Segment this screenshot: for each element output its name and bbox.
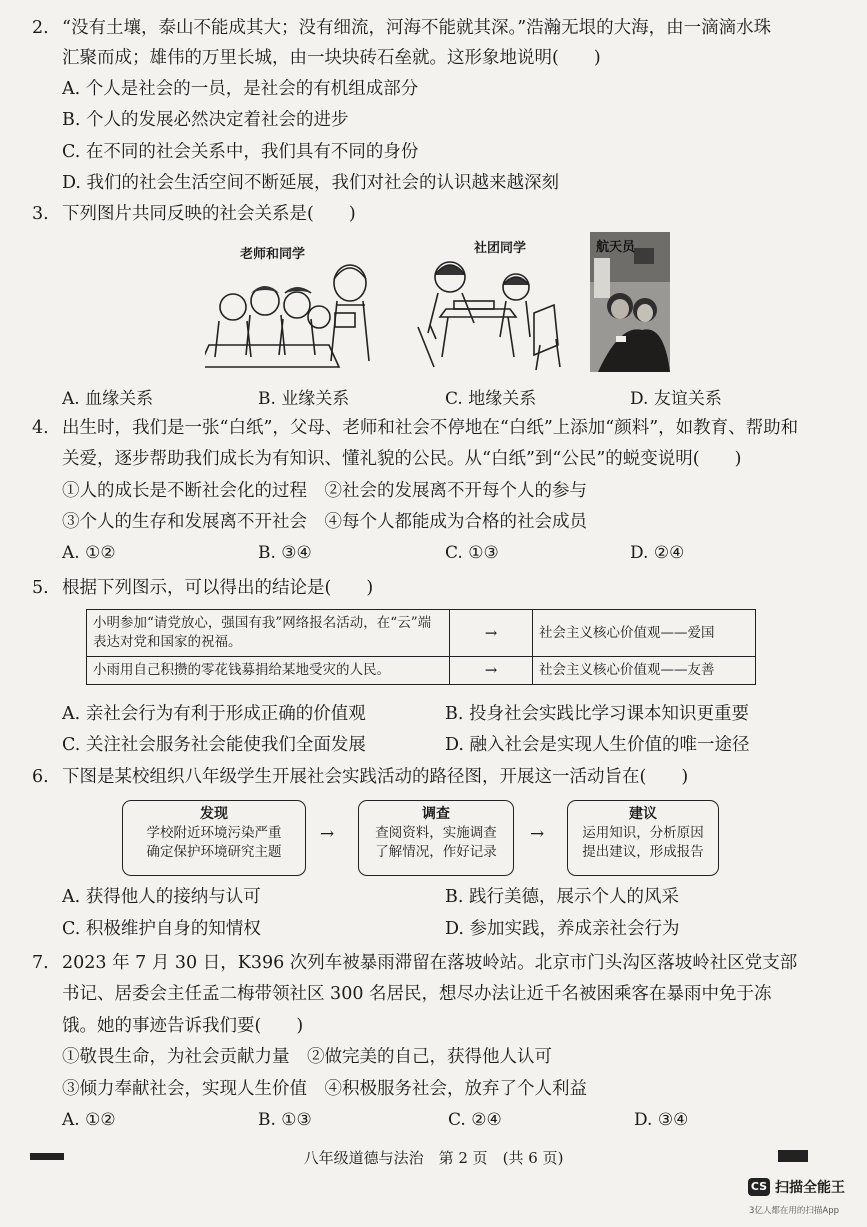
- arrow-right-icon: →: [530, 824, 545, 844]
- q7-option-a[interactable]: A. ①②: [62, 1110, 116, 1130]
- q4-option-c[interactable]: C. ①③: [445, 543, 499, 563]
- q2-option-d[interactable]: D. 我们的社会生活空间不断延展，我们对社会的认识越来越深刻: [62, 173, 560, 193]
- q6-option-b[interactable]: B. 践行美德，展示个人的风采: [445, 887, 679, 907]
- flow-box-investigate: [358, 800, 514, 876]
- camscanner-tagline: 3亿人都在用的扫描App: [749, 1206, 840, 1216]
- q5-diagram-table: [86, 609, 756, 685]
- q6-option-c[interactable]: C. 积极维护自身的知情权: [62, 919, 261, 939]
- q2-stem-line-1: 2. “没有土壤，泰山不能成其大；没有细流，河海不能就其深。”浩瀚无垠的大海，由一滴滴水珠: [32, 18, 772, 38]
- q7-statements-line-2: ③倾力奉献社会，实现人生价值 ④积极服务社会，放弃了个人利益: [62, 1079, 587, 1099]
- q7-number: 7.: [32, 953, 49, 973]
- picture-1-label: 老师和同学: [240, 247, 306, 262]
- q4-option-d[interactable]: D. ②④: [630, 543, 685, 563]
- q6-number: 6.: [32, 767, 49, 787]
- flow-box-suggest-line-1: 运用知识，分析原因: [582, 825, 704, 841]
- flow-box-discover-line-2: 确定保护环境研究主题: [146, 844, 282, 860]
- q5-option-a[interactable]: A. 亲社会行为有利于形成正确的价值观: [62, 704, 366, 724]
- camscanner-logo-icon: CS: [748, 1178, 770, 1196]
- club-classmates-illustration: [408, 235, 568, 375]
- q3-option-c[interactable]: C. 地缘关系: [445, 389, 537, 409]
- q4-option-b[interactable]: B. ③④: [258, 543, 312, 563]
- q5-number: 5.: [32, 578, 49, 598]
- q5-option-c[interactable]: C. 关注社会服务社会能使我们全面发展: [62, 735, 366, 755]
- flow-box-suggest: [567, 800, 719, 876]
- q2-option-a[interactable]: A. 个人是社会的一员，是社会的有机组成部分: [62, 79, 419, 99]
- page-footer: 八年级道德与法治 第 2 页 (共 6 页): [303, 1149, 564, 1167]
- picture-2-label: 社团同学: [474, 241, 527, 256]
- flow-box-discover: [122, 800, 306, 876]
- q5-row-1-event: 小明参加“请党放心，强国有我”网络报名活动，在“云”端表达对党和国家的祝福。: [87, 610, 450, 657]
- q2-number: 2.: [32, 18, 49, 38]
- q7-stem-line-3: 饿。她的事迹告诉我们要( ): [62, 1016, 304, 1036]
- q3-option-d[interactable]: D. 友谊关系: [630, 389, 722, 409]
- q7-option-d[interactable]: D. ③④: [634, 1110, 689, 1130]
- q7-stem-line-2: 书记、居委会主任孟二梅带领社区 300 名居民，想尽办法让近千名被困乘客在暴雨中免于冻: [62, 984, 772, 1004]
- arrow-right-icon: →: [320, 824, 335, 844]
- q4-number: 4.: [32, 418, 49, 438]
- q5-row-2: [87, 657, 756, 685]
- picture-3-label: 航天员: [596, 240, 636, 255]
- q5-row-2-event: 小雨用自己积攒的零花钱募捐给某地受灾的人民。: [87, 657, 450, 685]
- q6-option-a[interactable]: A. 获得他人的接纳与认可: [62, 887, 261, 907]
- picture-astronauts: [590, 232, 670, 372]
- q7-option-b[interactable]: B. ①③: [258, 1110, 312, 1130]
- q7-stem-line-1: 7. 2023 年 7 月 30 日，K396 次列车被暴雨滞留在落坡岭站。北京市门头沟区落坡岭社区党支部: [32, 953, 798, 973]
- q6-stem: 6. 下图是某校组织八年级学生开展社会实践活动的路径图，开展这一活动旨在( ): [32, 767, 689, 787]
- flow-box-investigate-title: 调查: [422, 806, 450, 822]
- q2-stem-line-2: 汇聚而成；雄伟的万里长城，由一块块砖石垒就。这形象地说明( ): [62, 48, 601, 68]
- q4-stem-line-1: 4. 出生时，我们是一张“白纸”，父母、老师和社会不停地在“白纸”上添加“颜料”，如教育、帮助和: [32, 418, 799, 438]
- q4-stem-line-2: 关爱，逐步帮助我们成长为有知识、懂礼貌的公民。从“白纸”到“公民”的蜕变说明( ): [62, 449, 742, 469]
- q5-row-2-value: 社会主义核心价值观——友善: [533, 657, 756, 685]
- picture-teacher-students: [205, 235, 380, 375]
- q2-option-c[interactable]: C. 在不同的社会关系中，我们具有不同的身份: [62, 142, 419, 162]
- q6-option-d[interactable]: D. 参加实践，养成亲社会行为: [445, 919, 680, 939]
- picture-club-classmates: [408, 235, 568, 375]
- q5-row-1-value: 社会主义核心价值观——爱国: [533, 610, 756, 657]
- camscanner-name: 扫描全能王: [775, 1180, 845, 1196]
- q5-stem: 5. 根据下列图示，可以得出的结论是( ): [32, 578, 374, 598]
- flow-box-investigate-line-1: 查阅资料，实施调查: [375, 825, 497, 841]
- q4-option-a[interactable]: A. ①②: [62, 543, 116, 563]
- flow-box-discover-title: 发现: [200, 806, 228, 822]
- flow-box-suggest-title: 建议: [629, 806, 657, 822]
- q3-number: 3.: [32, 204, 49, 224]
- q7-statements-line-1: ①敬畏生命，为社会贡献力量 ②做完美的自己，获得他人认可: [62, 1047, 552, 1067]
- q5-row-1: [87, 610, 756, 657]
- arrow-right-icon: →: [450, 657, 533, 685]
- flow-box-suggest-line-2: 提出建议，形成报告: [582, 844, 704, 860]
- q3-stem: 3. 下列图片共同反映的社会关系是( ): [32, 204, 356, 224]
- q3-option-b[interactable]: B. 业缘关系: [258, 389, 350, 409]
- q3-option-a[interactable]: A. 血缘关系: [62, 389, 154, 409]
- q5-option-b[interactable]: B. 投身社会实践比学习课本知识更重要: [445, 704, 749, 724]
- flow-box-investigate-line-2: 了解情况，作好记录: [375, 844, 497, 860]
- q7-option-c[interactable]: C. ②④: [448, 1110, 502, 1130]
- q4-statements-line-2: ③个人的生存和发展离不开社会 ④每个人都能成为合格的社会成员: [62, 512, 587, 532]
- q2-option-b[interactable]: B. 个人的发展必然决定着社会的进步: [62, 110, 349, 130]
- q5-option-d[interactable]: D. 融入社会是实现人生价值的唯一途径: [445, 735, 750, 755]
- arrow-right-icon: →: [450, 610, 533, 657]
- flow-box-discover-line-1: 学校附近环境污染严重: [146, 825, 282, 841]
- q4-statements-line-1: ①人的成长是不断社会化的过程 ②社会的发展离不开每个人的参与: [62, 481, 587, 501]
